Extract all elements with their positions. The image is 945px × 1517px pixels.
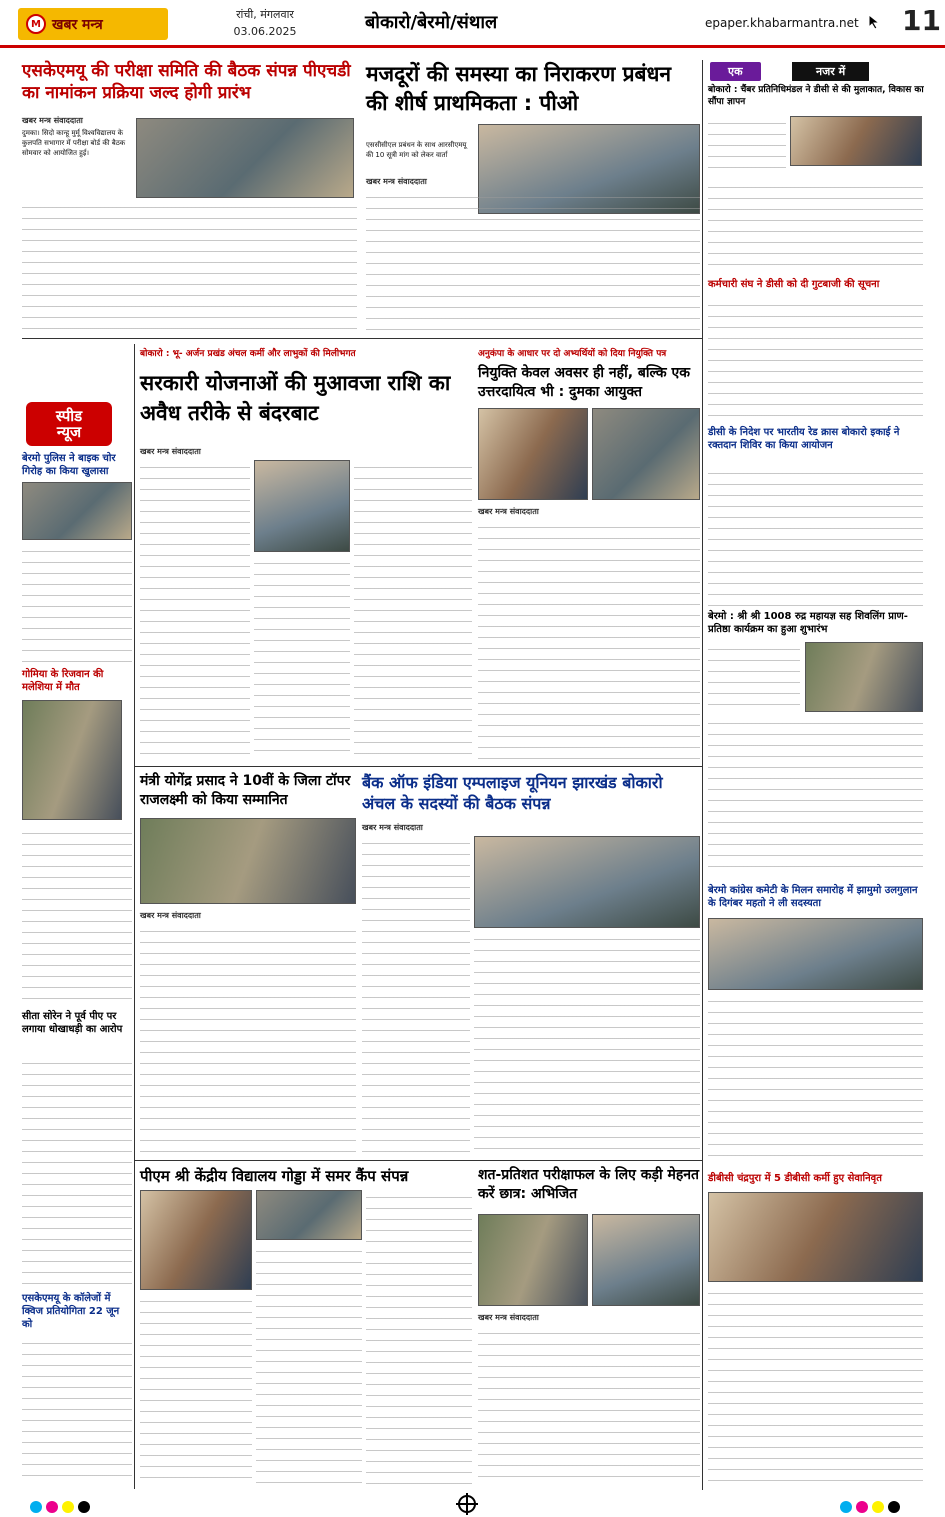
photo-pmshri-students [256,1190,362,1240]
body-result [478,1326,700,1486]
nazar-tag: एक [710,62,761,81]
pointer-cursor-icon [868,14,882,30]
body-nazar-1 [708,116,786,176]
body-kasmar-2 [254,556,350,760]
body-kasmar-1 [140,460,250,760]
nazar-label: नजर में [792,62,869,81]
byline-result: खबर मन्त्र संवाददाता [478,1313,539,1322]
logo-badge-icon: M [26,14,46,34]
headline-minister: मंत्री योगेंद्र प्रसाद ने 10वीं के जिला टॉपर राजलक्ष्मी को किया सम्मानित [140,773,351,808]
photo-minister-felicitation [140,818,356,904]
body-minister [140,924,356,1154]
nazar-headline-3: डीसी के निदेश पर भारतीय रेड क्रास बोकारो इकाई ने रक्तदान शिविर का किया आयोजन [708,427,900,451]
byline-minister: खबर मन्त्र संवाददाता [140,911,201,920]
byline-dumka: खबर मन्त्र संवाददाता [478,507,539,516]
byline-skmu: खबर मन्त्र संवाददाता [22,116,83,125]
section-rule-low [134,1160,702,1161]
photo-result-1 [478,1214,588,1306]
registration-mark-icon [458,1495,476,1513]
dateline [205,6,325,40]
photo-bike-thieves [22,482,132,540]
byline-boi: खबर मन्त्र संवाददाता [362,823,423,832]
body-nazar-3 [708,466,923,606]
photo-kasmar-plot [254,460,350,552]
body-boi-2 [474,932,700,1154]
photo-nazar-yagya [805,642,923,712]
speed-news-line2: न्यूज [56,423,82,441]
brand-name: खबर मन्त्र [52,16,103,33]
headline-boi: बैंक ऑफ इंडिया एम्पलाइज यूनियन झारखंड बोकारो अंचल के सदस्यों की बैठक संपन्न [362,773,663,813]
headline-pmshri: पीएम श्री केंद्रीय विद्यालय गोड्डा में समर कैंप संपन्न [140,1167,409,1185]
photo-nazar-retirement [708,1192,923,1282]
byline-labour: खबर मन्त्र संवाददाता [366,177,427,186]
byline-kasmar: खबर मन्त्र संवाददाता [140,447,201,456]
photo-pmshri-camp [140,1190,252,1290]
section-rule-top [22,338,702,339]
column-rule-left [134,344,135,1489]
city-day: रांची, मंगलवार [236,8,294,21]
photo-boi-meeting [474,836,700,928]
issue-date: 03.06.2025 [233,25,297,38]
body-pmshri-2 [256,1244,362,1486]
body-nazar-1b [708,180,923,275]
photo-nazar-congress [708,918,923,990]
speed-news-line1: स्पीड [55,407,83,425]
photo-result-2 [592,1214,700,1306]
headline-result: शत-प्रतिशत परीक्षाफल के लिए कड़ी मेहनत करें छात्र: अभिजित [478,1167,700,1202]
column-rule-right [702,60,703,1490]
speed-headline-4: एसकेएमयू के कॉलेजों में क्विज प्रतियोगिता 22 जून को [22,1293,120,1330]
headline-skmu: एसकेएमयू की परीक्षा समिति की बैठक संपन्न पीएचडी का नामांकन प्रक्रिया जल्द होगी प्रारंभ [22,61,351,103]
nazar-headline-5: बेरमो कांग्रेस कमेटी के मिलन समारोह में झामुमो उलगुलान के दिगंबर महतो ने ली सदस्यता [708,885,918,909]
nazar-headline-1: बोकारो : चैंबर प्रतिनिधिमंडल ने डीसी से की मुलाकात, विकास का सौंपा ज्ञापन [708,85,924,107]
body-boi-1 [362,836,470,1154]
photo-dumka-commissioner [592,408,700,500]
speed-news-badge [26,402,112,446]
section-title: बोकारो/बेरमो/संथाल [365,12,498,33]
headline-kasmar: सरकारी योजनाओं की मुआवजा राशि का अवैध तरीके से बंदरबाट [140,371,451,425]
page-number: 11 [902,4,941,37]
body-nazar-2 [708,298,923,418]
body-nazar-4 [708,642,800,712]
section-rule-mid [134,766,702,767]
body-pmshri-1 [140,1294,252,1486]
lead-skmu: दुमका। सिदो कान्हू मुर्मू विश्वविद्यालय के कुलपति सभागार में परीक्षा बोर्ड की बैठक सोमवार को आयोजित हुई। [22,129,126,157]
epaper-url[interactable]: epaper.khabarmantra.net [705,16,859,30]
body-nazar-6 [708,1286,923,1486]
body-speed-4 [22,1336,132,1486]
body-speed-1 [22,544,132,664]
kicker-kasmar: बोकारो : भू- अर्जन प्रखंड अंचल कर्मी और लाभुकों की मिलीभगत [140,349,356,359]
headline-labour: मजदूरों की समस्या का निराकरण प्रबंधन की शीर्ष प्राथमिकता : पीओ [366,62,672,115]
body-nazar-5 [708,994,923,1164]
photo-rizwan [22,700,122,820]
kicker-dumka: अनुकंपा के आधार पर दो अभ्यर्थियों को दिया नियुक्ति पत्र [478,349,667,359]
body-speed-2 [22,826,132,1006]
photo-skmu-meeting [136,118,354,198]
nazar-headline-6: डीबीसी चंद्रपुरा में 5 डीबीसी कर्मी हुए सेवानिवृत [708,1173,882,1184]
speed-headline-3: सीता सोरेन ने पूर्व पीए पर लगाया धोखाधड़ी का आरोप [22,1011,123,1035]
nazar-headline-4: बेरमो : श्री श्री 1008 रुद्र महायज्ञ सह शिवलिंग प्राण-प्रतिष्ठा कार्यक्रम का हुआ शुभारंभ [708,611,908,635]
photo-nazar-chamber [790,116,922,166]
speed-headline-2: गोमिया के रिजवान की मलेशिया में मौत [22,669,104,693]
headline-dumka: नियुक्ति केवल अवसर ही नहीं, बल्कि एक उत्तरदायित्व भी : दुमका आयुक्त [478,365,690,400]
caption-labour: एससीसीएल प्रबंधन के साथ आरसीएमयू की 10 सूत्री मांग को लेकर वार्ता [366,141,467,159]
body-labour [366,190,700,330]
body-pmshri-3 [366,1190,472,1486]
body-nazar-4b [708,716,923,876]
masthead [0,0,945,48]
body-kasmar-3 [354,460,472,760]
nazar-headline-2: कर्मचारी संघ ने डीसी को दी गुटबाजी की सूचना [708,279,880,290]
body-skmu [22,200,357,330]
photo-dumka-appointment [478,408,588,500]
brand-logo[interactable] [18,8,168,40]
body-dumka [478,520,700,760]
speed-headline-1: बेरमो पुलिस ने बाइक चोर गिरोह का किया खुलासा [22,453,116,477]
body-speed-3 [22,1056,132,1286]
